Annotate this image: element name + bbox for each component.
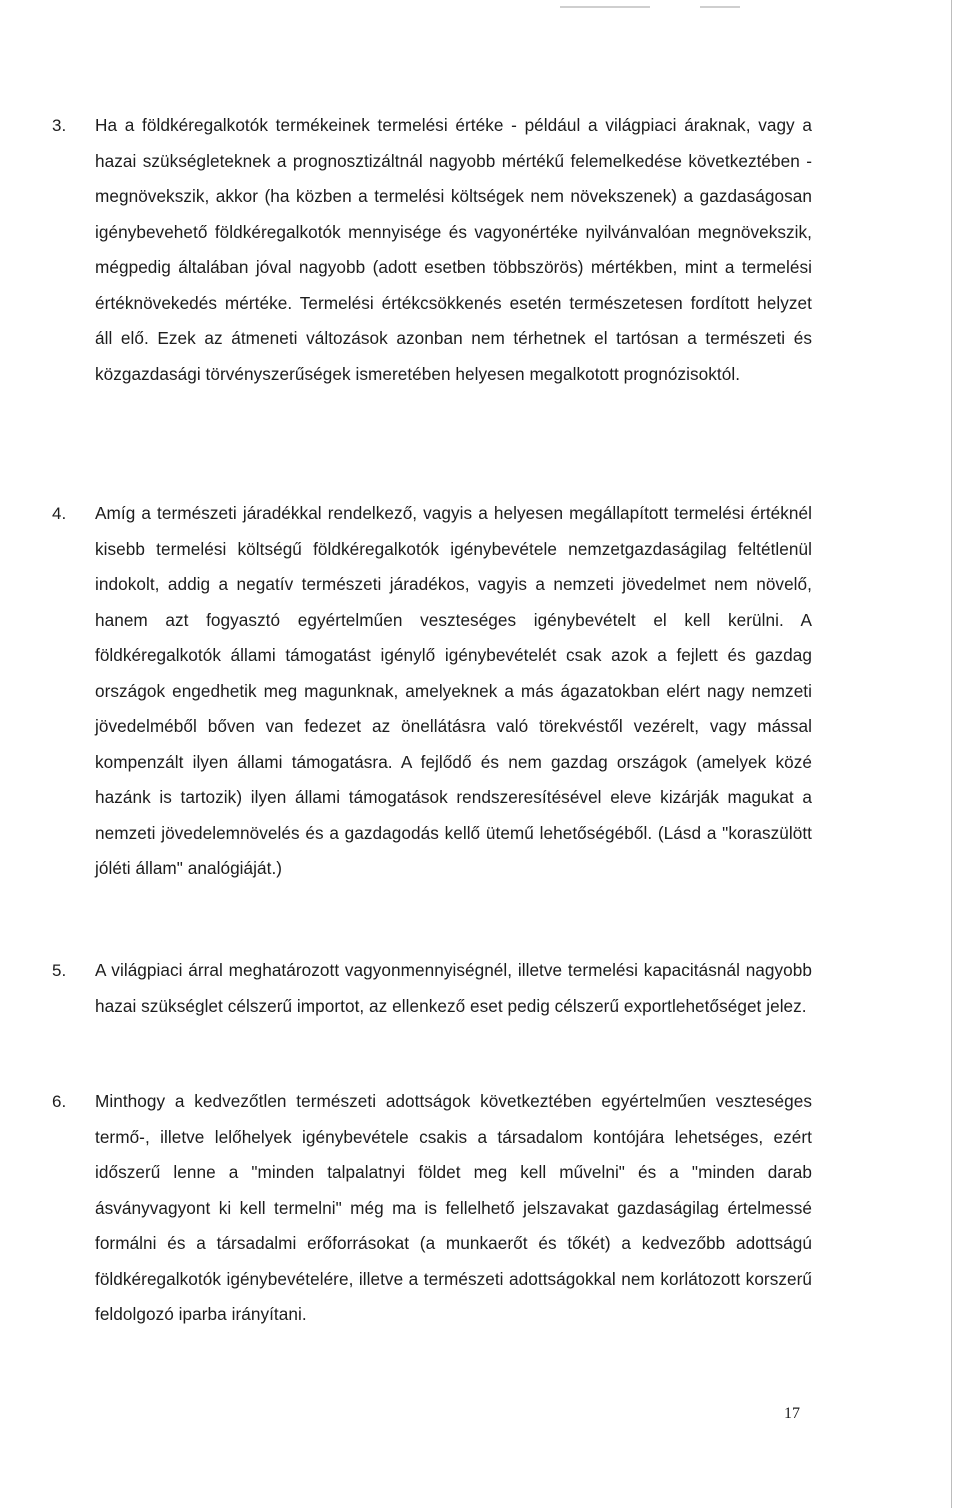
list-item-text: Ha a földkéregalkotók termékeinek termelési értéke - például a világpiaci áraknak, vagy a hazai szükségleteknek a prognosztizáltnál nagyobb mértékű felemelkedése következtében - megnövekszik, akkor (ha közben a termelési költségek nem növekszenek) a gazdaságosan igénybevehető földkéregalkotók mennyisége és vagyonértéke nyilvánvalóan megnövekszik, mégpedig általában jóval nagyobb (adott esetben többszörös) mértékben, mint a termelési értéknövekedés mértéke. Termelési értékcsökkenés esetén természetesen fordított helyzet áll elő. Ezek az átmeneti változások azonban nem térhetnek el tartósan a természeti és közgazdasági törvényszerűségek ismeretében helyesen megalkotott prognózisoktól. <box>95 115 812 384</box>
list-item-number: 6. <box>52 1092 67 1111</box>
list-item-text: Minthogy a kedvezőtlen természeti adottságok következtében egyértelműen veszteséges termő-, illetve lelőhelyek igénybevétele csakis a társadalom kontójára lehetséges, ezért időszerű lenne a "minden talpalatnyi földet meg kell művelni" és a "minden darab ásványvagyont ki kell termelni" még ma is fellelhető jelszavakat gazdaságilag értelmessé formálni és a társadalmi erőforrásokat (a munkaerőt és tőkét) a kedvezőbb adottságú földkéregalkotók igénybevételére, illetve a természeti adottságokkal nem korlátozott korszerű feldolgozó iparba irányítani. <box>95 1091 812 1324</box>
scan-artifact <box>700 6 740 8</box>
list-item-5 <box>52 953 812 1024</box>
list-item-text: Amíg a természeti járadékkal rendelkező, vagyis a helyesen megállapított termelési értéknél kisebb termelési költségű földkéregalkotók igénybevétele nemzetgazdaságilag feltétlenül indokolt, addig a negatív természeti járadékos, vagyis a nemzeti jövedelmet nem növelő, hanem azt fogyasztó egyértelműen veszteséges igénybevételt el kell kerülni. A földkéregalkotók állami támogatást igénylő igénybevételét csak azok a fejlett és gazdag országok engedhetik meg magunknak, amelyeknek a más ágazatokban elért nagy nemzeti jövedelméből bőven van fedezet az önellátásra való törekvéstől vezérelt, vagy mással kompenzált ilyen állami támogatásra. A fejlődő és nem gazdag országok (amelyek közé hazánk is tartozik) ilyen állami támogatások rendszeresítésével eleve kizárják magukat a nemzeti jövedelemnövelés és a gazdagodás kellő ütemű lehetőségéből. (Lásd a "koraszülött jóléti állam" analógiáját.) <box>95 503 812 878</box>
list-item-number: 4. <box>52 504 67 523</box>
list-item-text: A világpiaci árral meghatározott vagyonmennyiségnél, illetve termelési kapacitásnál nagyobb hazai szükséglet célszerű importot, az ellenkező eset pedig célszerű exportlehetőséget jelez. <box>95 960 812 1016</box>
scan-edge-line <box>951 0 952 1508</box>
list-item-number: 5. <box>52 961 67 980</box>
scan-artifact <box>560 6 650 8</box>
list-item-number: 3. <box>52 116 67 135</box>
page-number: 17 <box>784 1405 800 1422</box>
list-item-4 <box>52 496 812 887</box>
list-item-3 <box>52 108 812 392</box>
list-item-6 <box>52 1084 812 1333</box>
